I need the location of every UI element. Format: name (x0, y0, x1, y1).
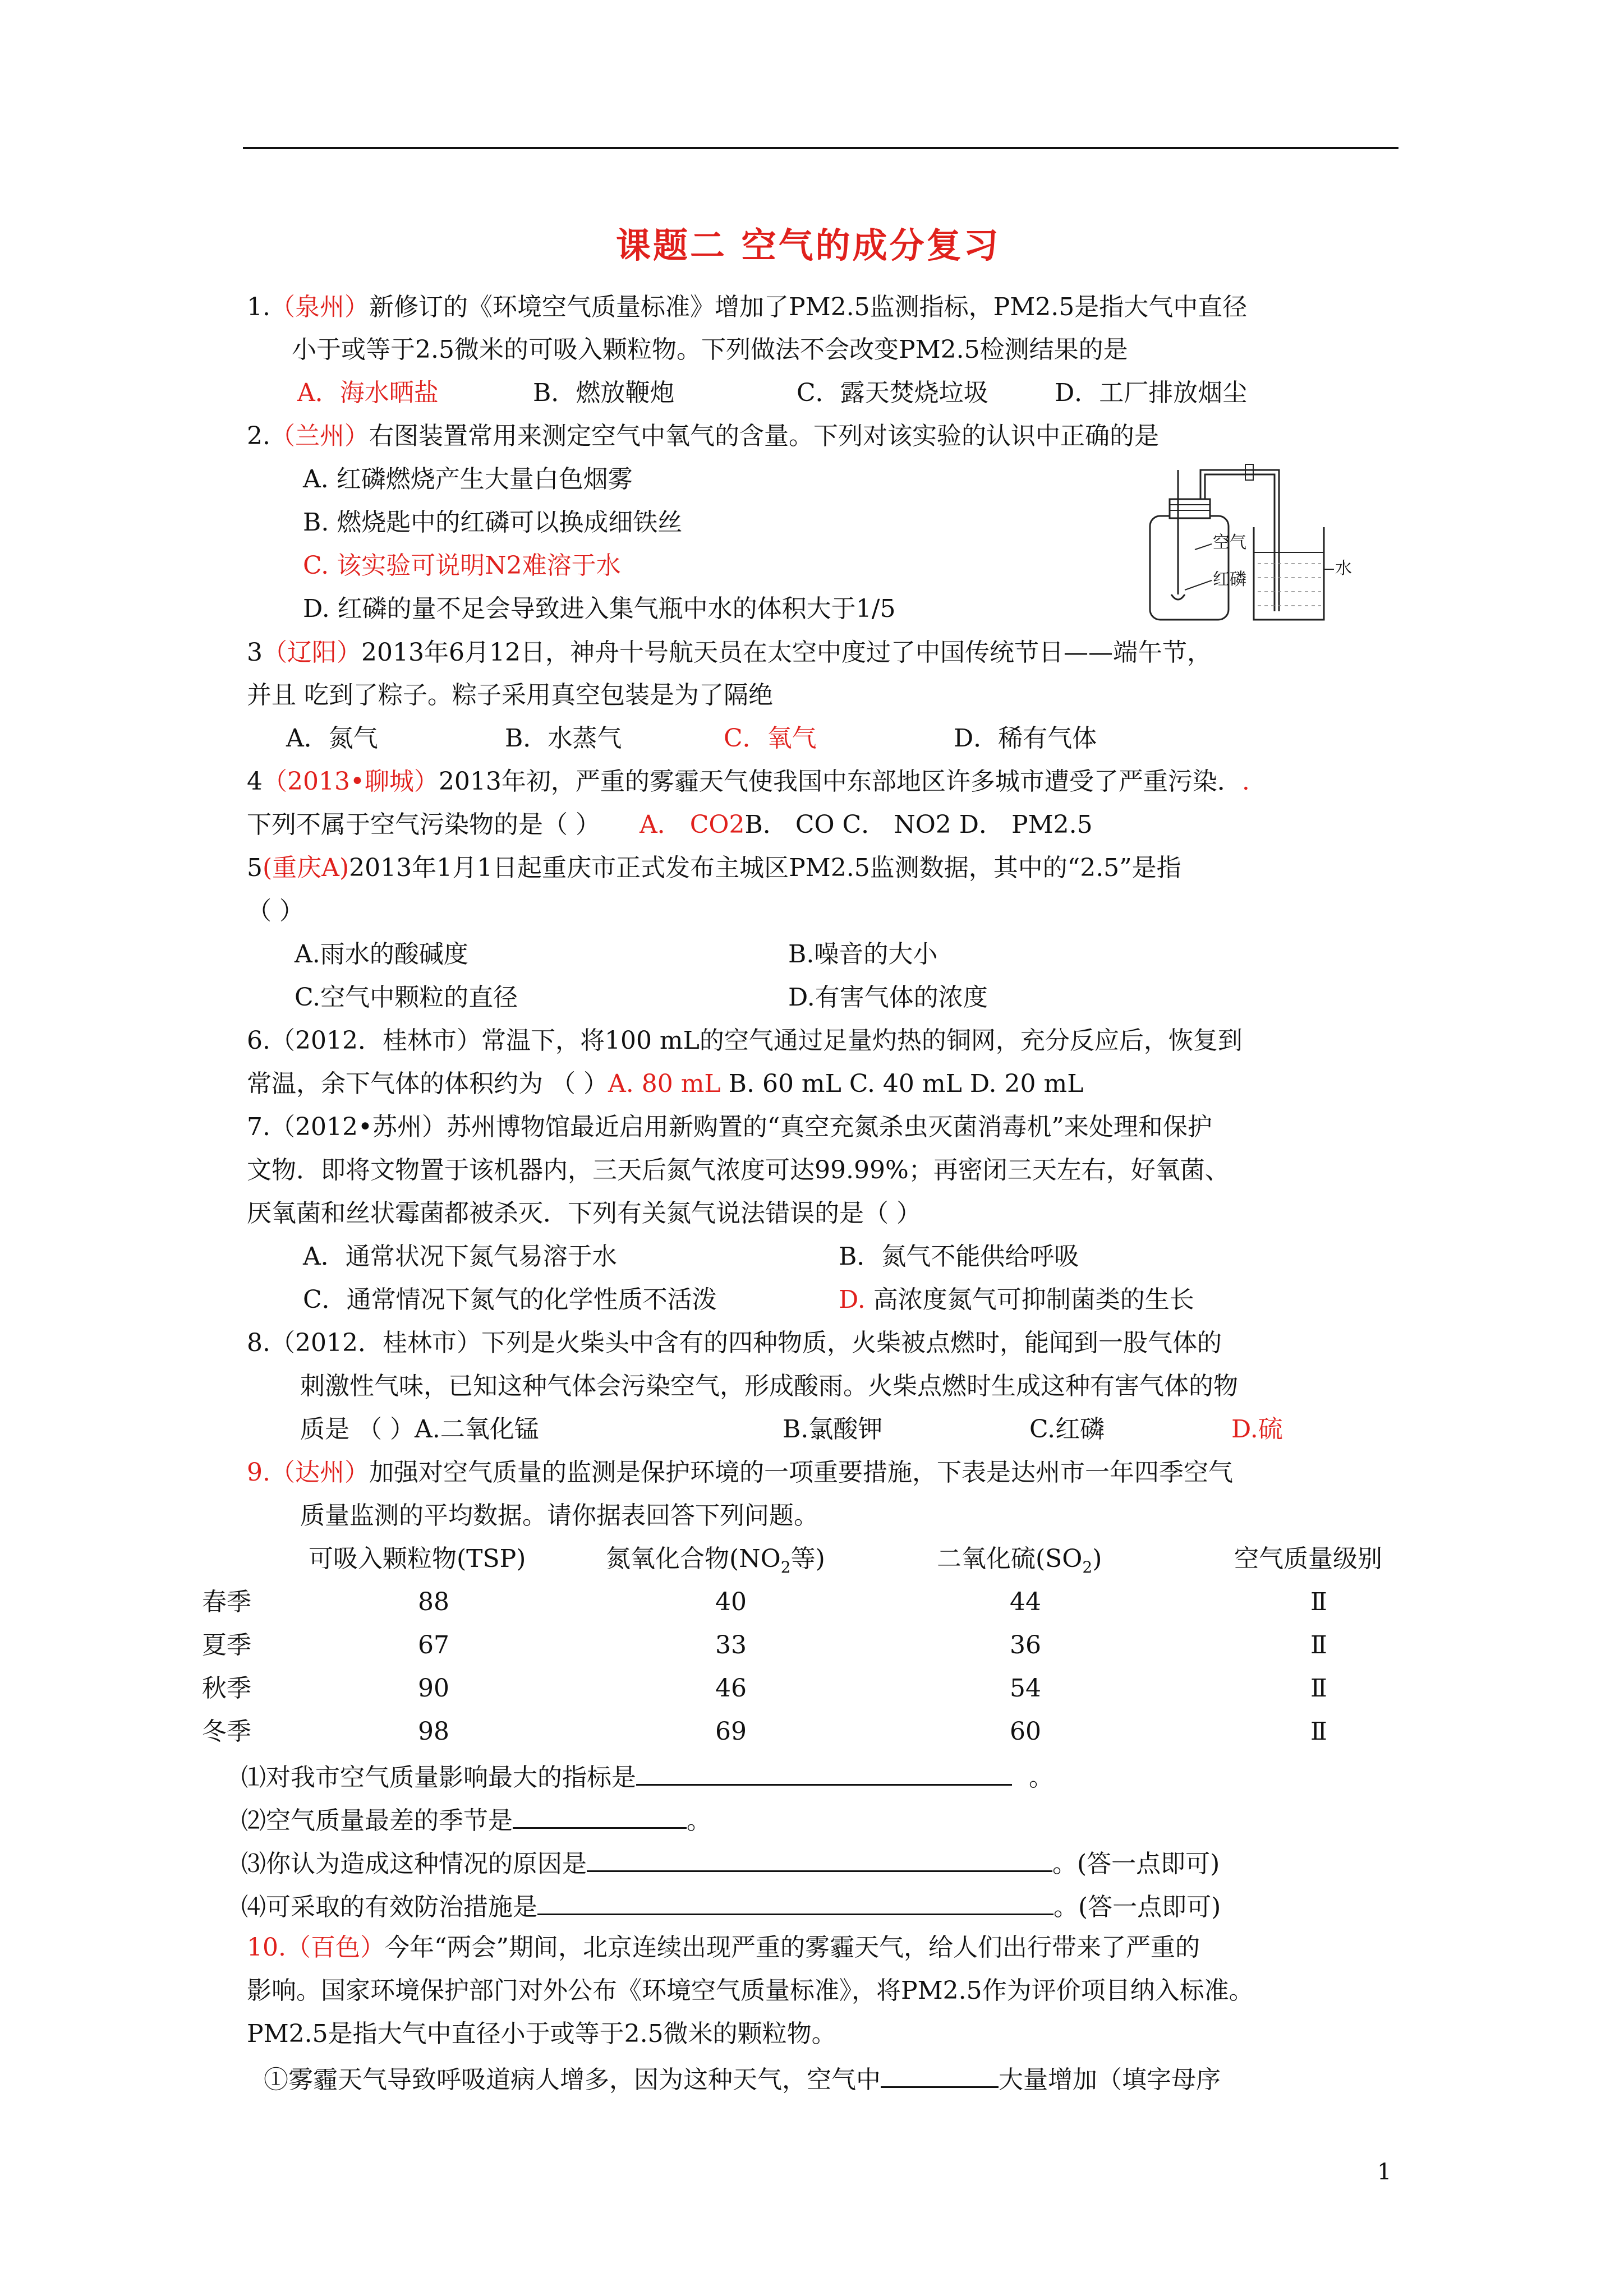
question-1-line-2: 小于或等于2.5微米的可吸入颗粒物。下列做法不会改变PM2.5检测结果的是 (292, 335, 1128, 364)
option-letter: D. (839, 1285, 866, 1314)
q7-option-c: C．通常情况下氮气的化学性质不活泼 (303, 1285, 717, 1314)
question-text: 下列不属于空气污染物的是（ ） (247, 810, 600, 839)
q1-option-c: C．露天焚烧垃圾 (797, 379, 988, 407)
table-cell-level: Ⅱ (1310, 1674, 1327, 1703)
question-8-line-2: 刺激性气味，已知这种气体会污染空气，形成酸雨。火柴点燃时生成这种有害气体的物 (300, 1372, 1238, 1400)
table-cell-so2: 54 (1010, 1674, 1041, 1703)
table-row-season: 冬季 (202, 1717, 251, 1746)
table-cell-so2: 60 (1010, 1717, 1041, 1746)
question-2-line-1 (247, 421, 1159, 452)
question-text: 2013年6月12日，神舟十号航天员在太空中度过了中国传统节日——端午节， (361, 638, 1212, 667)
header-rule (243, 147, 1398, 149)
figure-label-air: 空气 (1213, 533, 1246, 552)
q8-option-b: B.氯酸钾 (783, 1415, 883, 1444)
q3-option-b: B．水蒸气 (505, 724, 622, 753)
question-4-line-2 (247, 809, 1093, 841)
q8-option-d: D.硫 (1231, 1415, 1283, 1444)
answer-blank[interactable] (587, 1846, 1052, 1872)
q9-sub-2: ⑵空气质量最差的季节是 。 (241, 1802, 711, 1837)
table-cell-so2: 36 (1010, 1631, 1041, 1659)
figure-label-water: 水 (1335, 559, 1352, 578)
question-3-line-1 (247, 637, 1212, 668)
question-source: （泉州） (270, 293, 369, 321)
question-7-line-2: 文物．即将文物置于该机器内，三天后氮气浓度可达99.99%；再密闭三天左右，好氧菌、 (247, 1156, 1230, 1184)
question-8-line-1: 8.（2012．桂林市）下列是火柴头中含有的四种物质，火柴被点燃时，能闻到一股气体的 (247, 1329, 1222, 1357)
table-cell-so2: 44 (1010, 1588, 1041, 1616)
question-5-line-2: （ ） (247, 897, 304, 925)
table-cell-nox: 40 (715, 1588, 747, 1616)
question-source: (重庆A) (263, 854, 349, 882)
question-4-line-1 (247, 766, 1250, 797)
table-header-nox: 氮氧化合物($NO_2$等) (606, 1545, 825, 1576)
q2-option-a: A. 红磷燃烧产生大量白色烟雾 (303, 465, 633, 494)
question-number: 2. (247, 422, 270, 450)
q9-sub-1: ⑴对我市空气质量影响最大的指标是 。 (241, 1759, 1053, 1794)
option-text: 高浓度氮气可抑制菌类的生长 (865, 1285, 1194, 1314)
question-source: （兰州） (270, 422, 369, 450)
question-5-line-1 (247, 852, 1181, 884)
q4-other-options: B． CO C． NO2 D． PM2.5 (744, 810, 1093, 839)
table-cell-level: Ⅱ (1310, 1717, 1327, 1746)
table-header-quality-level: 空气质量级别 (1234, 1545, 1382, 1573)
q3-option-c: C．氧气 (724, 724, 817, 753)
question-text: 常温，余下气体的体积约为 （ ） (247, 1069, 608, 1098)
table-cell-tsp: 90 (418, 1674, 449, 1703)
q5-option-a: A.雨水的酸碱度 (295, 940, 468, 969)
q3-option-d: D．稀有气体 (954, 724, 1097, 753)
q8-option-c: C.红磷 (1029, 1415, 1105, 1444)
question-1-line-1 (247, 292, 1247, 323)
question-9-line-1 (247, 1457, 1233, 1488)
question-3-line-2: 并且 吃到了粽子。粽子采用真空包装是为了隔绝 (247, 681, 773, 709)
question-source: （辽阳） (263, 638, 361, 667)
question-7-line-1: 7.（2012•苏州）苏州博物馆最近启用新购置的“真空充氮杀虫灭菌消毒机”来处理和保护 (247, 1113, 1212, 1141)
q6-option-a: A. 80 mL (608, 1069, 721, 1098)
q5-option-b: B.噪音的大小 (788, 940, 938, 969)
answer-blank[interactable] (537, 1889, 1053, 1915)
question-10-line-3: PM2.5是指大气中直径小于或等于2.5微米的颗粒物。 (247, 2020, 836, 2048)
question-text: 加强对空气质量的监测是保护环境的一项重要措施，下表是达州市一年四季空气 (369, 1458, 1233, 1487)
q5-option-d: D.有害气体的浓度 (788, 983, 988, 1012)
table-row-season: 夏季 (202, 1631, 251, 1659)
q1-option-a: A．海水晒盐 (297, 379, 439, 407)
q7-option-b: B．氮气不能供给呼吸 (839, 1242, 1079, 1271)
figure-label-red-phosphorus: 红磷 (1213, 570, 1246, 589)
answer-blank[interactable] (636, 1759, 1012, 1786)
question-10-line-2: 影响。国家环境保护部门对外公布《环境空气质量标准》，将PM2.5作为评价项目纳入标准。 (247, 1976, 1254, 2005)
q2-option-d: D. 红磷的量不足会导致进入集气瓶中水的体积大于1/5 (303, 594, 896, 623)
answer-blank[interactable] (513, 1802, 687, 1829)
question-9-line-2: 质量监测的平均数据。请你据表回答下列问题。 (300, 1501, 818, 1530)
q9-sub-4: ⑷可采取的有效防治措施是 。(答一点即可) (241, 1889, 1221, 1923)
table-cell-nox: 46 (715, 1674, 747, 1703)
table-cell-tsp: 67 (418, 1631, 449, 1659)
q9-sub-3: ⑶你认为造成这种情况的原因是 。(答一点即可) (241, 1846, 1220, 1880)
question-6-line-1: 6.（2012．桂林市）常温下，将100 mL的空气通过足量灼热的铜网，充分反应后，恢复到 (247, 1026, 1243, 1055)
question-6-line-2 (247, 1068, 1083, 1100)
question-source: （达州） (270, 1458, 369, 1487)
question-text: 2013年初，严重的雾霾天气使我国中东部地区许多城市遭受了严重污染． (438, 767, 1242, 796)
answer-blank[interactable] (881, 2062, 999, 2088)
q3-option-a: A．氮气 (286, 724, 378, 753)
question-8-line-3: 质是 （ ）A.二氧化锰 (300, 1415, 539, 1444)
question-text: 新修订的《环境空气质量标准》增加了PM2.5监测指标，PM2.5是指大气中直径 (369, 293, 1248, 321)
question-source: （百色） (286, 1933, 385, 1962)
page-title: 课题二 空气的成分复习 (616, 225, 1001, 266)
question-text: 2013年1月1日起重庆市正式发布主城区PM2.5监测数据，其中的“2.5”是指 (349, 854, 1181, 882)
stray-mark: . (1241, 767, 1250, 796)
q1-option-d: D．工厂排放烟尘 (1055, 379, 1248, 407)
question-number: 9. (247, 1458, 270, 1487)
question-10-line-1 (247, 1932, 1200, 1963)
question-7-line-3: 厌氧菌和丝状霉菌都被杀灭．下列有关氮气说法错误的是（ ） (247, 1199, 921, 1228)
question-10-line-4: ①雾霾天气导致呼吸道病人增多，因为这种天气，空气中 大量增加（填字母序 (264, 2062, 1221, 2096)
table-cell-nox: 33 (715, 1631, 747, 1659)
table-cell-tsp: 88 (418, 1588, 449, 1616)
question-number: 5 (247, 854, 263, 882)
question-number: 10. (247, 1933, 286, 1962)
q2-option-c: C. 该实验可说明N2难溶于水 (303, 551, 621, 580)
q5-option-c: C.空气中颗粒的直径 (295, 983, 518, 1012)
table-cell-tsp: 98 (418, 1717, 449, 1746)
question-number: 4 (247, 767, 263, 796)
question-text: 右图装置常用来测定空气中氧气的含量。下列对该实验的认识中正确的是 (369, 422, 1159, 450)
q2-option-b: B. 燃烧匙中的红磷可以换成细铁丝 (303, 508, 683, 537)
table-cell-level: Ⅱ (1310, 1588, 1327, 1616)
table-header-tsp: 可吸入颗粒物(TSP) (309, 1545, 526, 1573)
table-row-season: 春季 (202, 1588, 251, 1616)
table-cell-level: Ⅱ (1310, 1631, 1327, 1659)
question-number: 3 (247, 638, 263, 667)
question-text: 今年“两会”期间，北京连续出现严重的雾霾天气，给人们出行带来了严重的 (384, 1933, 1200, 1962)
table-row-season: 秋季 (202, 1674, 251, 1703)
question-source: （2013•聊城） (263, 767, 439, 796)
question-number: 1. (247, 293, 270, 321)
page-number: 1 (1377, 2159, 1392, 2185)
q4-option-a: A． CO2 (640, 810, 745, 839)
q6-other-options: B. 60 mL C. 40 mL D. 20 mL (720, 1069, 1084, 1098)
q1-option-b: B．燃放鞭炮 (533, 379, 675, 407)
table-cell-nox: 69 (715, 1717, 747, 1746)
table-header-so2: 二氧化硫$(SO_2)$ (937, 1545, 1102, 1576)
oxygen-apparatus-figure (1139, 460, 1402, 623)
q7-option-a: A．通常状况下氮气易溶于水 (303, 1242, 617, 1271)
q7-option-d (839, 1284, 1194, 1316)
